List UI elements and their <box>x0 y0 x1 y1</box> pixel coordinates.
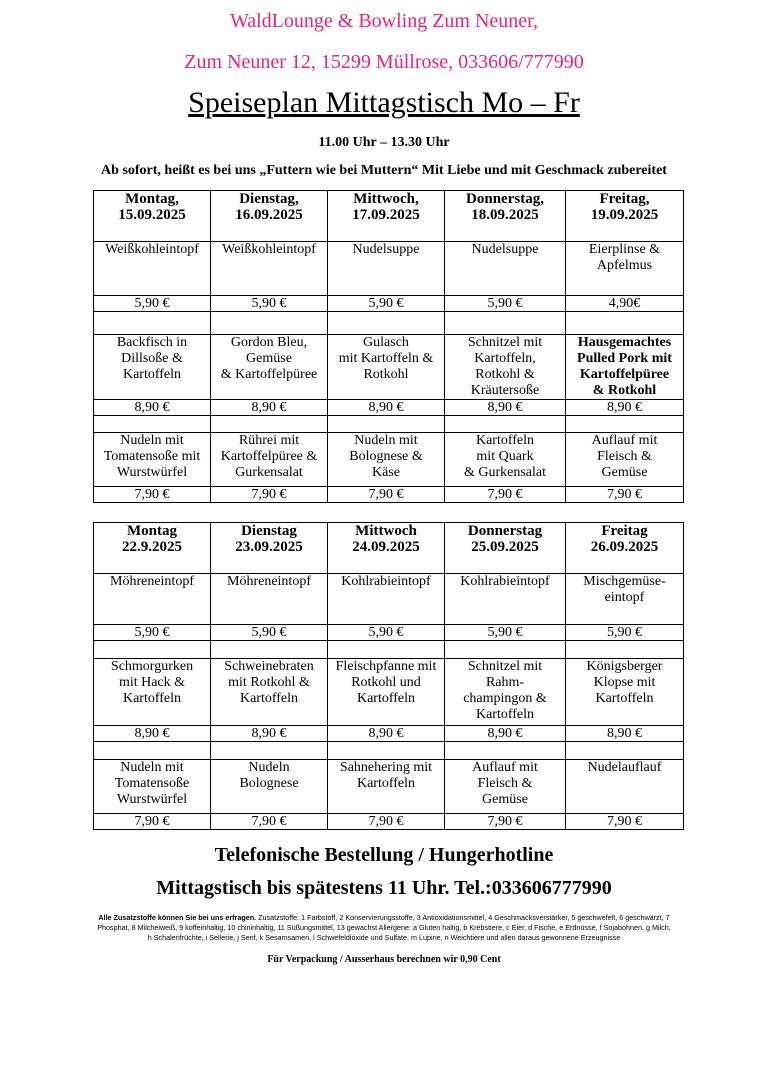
main-dish-cell <box>566 659 684 726</box>
table-row <box>94 487 684 503</box>
weekday: Donnerstag <box>467 523 543 539</box>
page-title: Speiseplan Mittagstisch Mo – Fr <box>188 86 580 119</box>
third-price: 7,90 € <box>328 814 445 830</box>
soup-cell <box>211 574 328 625</box>
soup-price: 5,90 € <box>328 296 445 312</box>
main-dish-line: Rotkohl und <box>351 675 421 690</box>
main-dish-cell <box>211 335 328 400</box>
tagline: Ab sofort, heißt es bei uns „Futtern wie bei Muttern“ Mit Liebe und mit Geschmack zubereitet <box>101 163 667 178</box>
day-header-cell <box>328 191 445 242</box>
main-dish-cell <box>94 659 211 726</box>
spacer-cell <box>328 641 445 659</box>
third-dish-cell <box>445 760 566 814</box>
soup-line: Weißkohleintopf <box>105 242 199 257</box>
third-dish-line: Nudeln mit <box>354 433 418 448</box>
main-dish-line: Dillsoße & <box>121 351 183 366</box>
main-dish-line: Kartoffeln <box>356 691 416 706</box>
spacer-cell <box>94 416 211 433</box>
spacer-cell <box>445 641 566 659</box>
table-row <box>94 416 684 433</box>
soup-price: 5,90 € <box>211 625 328 641</box>
spacer-cell <box>566 641 684 659</box>
third-dish-cell <box>445 433 566 487</box>
spacer-cell <box>566 742 684 760</box>
third-dish-line: Nudelauflauf <box>587 760 662 775</box>
day-header-cell <box>211 191 328 242</box>
third-dish-cell <box>94 433 211 487</box>
date: 24.09.2025 <box>352 539 420 555</box>
third-dish-cell <box>328 433 445 487</box>
main-dish-line: mit Kartoffeln & <box>338 351 434 366</box>
weekday: Montag, <box>125 191 179 207</box>
allergen-note <box>95 913 673 943</box>
table-row <box>94 242 684 296</box>
weekday: Mittwoch <box>355 523 417 539</box>
soup-price: 5,90 € <box>211 296 328 312</box>
soup-price: 5,90 € <box>445 296 566 312</box>
spacer-cell <box>566 312 684 335</box>
soup-cell <box>328 242 445 296</box>
weekday: Mittwoch, <box>353 191 419 207</box>
soup-price: 4,90€ <box>566 296 684 312</box>
spacer-cell <box>445 742 566 760</box>
spacer-cell <box>94 312 211 335</box>
soup-line: Möhreneintopf <box>110 574 194 589</box>
soup-line: Apfelmus <box>596 258 653 273</box>
soup-line: Eierplinse & <box>588 242 661 257</box>
day-header-cell <box>94 523 211 574</box>
table-row <box>94 191 684 242</box>
third-dish-cell <box>566 433 684 487</box>
third-dish-line: Wurstwürfel <box>116 465 188 480</box>
third-dish-line: Fleisch & <box>477 776 533 791</box>
spacer-cell <box>328 416 445 433</box>
soup-line: Kohlrabieintopf <box>341 574 431 589</box>
packaging-note: Für Verpackung / Ausserhaus berechnen wir 0,90 Cent <box>267 954 501 965</box>
soup-cell <box>566 574 684 625</box>
table-row <box>94 625 684 641</box>
third-dish-line: Bolognese <box>239 776 299 791</box>
soup-cell <box>445 242 566 296</box>
third-dish-line: Nudeln mit <box>120 433 184 448</box>
main-dish-line: Rahm- <box>485 675 525 690</box>
spacer-cell <box>445 312 566 335</box>
third-price: 7,90 € <box>211 487 328 503</box>
soup-line: eintopf <box>604 590 645 605</box>
main-dish-line: Backfisch in <box>116 335 188 350</box>
main-price: 8,90 € <box>445 400 566 416</box>
main-dish-line: mit Hack & <box>118 675 186 690</box>
weekday: Freitag, <box>599 191 650 207</box>
date: 19.09.2025 <box>590 207 659 223</box>
soup-line: Kohlrabieintopf <box>460 574 550 589</box>
main-dish-line: Gordon Bleu, <box>230 335 308 350</box>
main-dish-line: Rotkohl & <box>475 367 535 382</box>
third-dish-line: Sahnehering mit <box>339 760 433 775</box>
main-dish-line: Pulled Pork mit <box>577 351 672 366</box>
third-dish-line: Auflauf mit <box>591 433 658 448</box>
third-dish-cell <box>211 433 328 487</box>
third-dish-line: Kartoffeln <box>356 776 416 791</box>
day-header-cell <box>328 523 445 574</box>
restaurant-name: WaldLounge & Bowling Zum Neuner, <box>229 10 539 32</box>
main-dish-cell <box>445 659 566 726</box>
date: 25.09.2025 <box>471 539 539 555</box>
main-dish-line: Hausgemachtes <box>577 335 672 350</box>
soup-price: 5,90 € <box>328 625 445 641</box>
third-dish-line: & Gurkensalat <box>463 465 547 480</box>
day-header-cell <box>445 191 566 242</box>
soup-price: 5,90 € <box>445 625 566 641</box>
day-header-cell <box>566 523 684 574</box>
spacer-cell <box>211 416 328 433</box>
table-row <box>94 574 684 625</box>
main-dish-line: Rotkohl <box>363 367 409 382</box>
third-dish-line: Bolognese & <box>349 449 423 464</box>
soup-cell <box>566 242 684 296</box>
main-dish-cell <box>328 335 445 400</box>
main-dish-cell <box>445 335 566 400</box>
restaurant-address: Zum Neuner 12, 15299 Müllrose, 033606/777990 <box>184 51 584 73</box>
third-price: 7,90 € <box>94 487 211 503</box>
third-dish-line: Käse <box>372 465 400 480</box>
third-dish-line: Gemüse <box>482 792 528 807</box>
main-price: 8,90 € <box>211 400 328 416</box>
main-dish-line: Kartoffelpüree <box>579 367 670 382</box>
main-dish-cell <box>328 659 445 726</box>
table-row <box>94 726 684 742</box>
table-row <box>94 760 684 814</box>
main-price: 8,90 € <box>94 400 211 416</box>
third-dish-line: mit Quark <box>476 449 534 464</box>
date: 26.09.2025 <box>590 539 659 555</box>
third-price: 7,90 € <box>566 487 684 503</box>
spacer-cell <box>94 742 211 760</box>
spacer-cell <box>211 312 328 335</box>
soup-line: Möhreneintopf <box>227 574 311 589</box>
main-dish-line: Kartoffeln <box>122 367 182 382</box>
week1-menu-table <box>93 190 684 503</box>
opening-hours: 11.00 Uhr – 13.30 Uhr <box>318 135 450 150</box>
main-price: 8,90 € <box>211 726 328 742</box>
main-price: 8,90 € <box>566 726 684 742</box>
day-header-cell <box>445 523 566 574</box>
main-dish-line: Gemüse <box>246 351 292 366</box>
day-header-cell <box>94 191 211 242</box>
weekday: Montag <box>127 523 177 539</box>
third-dish-line: Kartoffeln <box>475 433 535 448</box>
main-dish-line: Schnitzel mit <box>467 659 543 674</box>
date: 22.9.2025 <box>122 539 182 555</box>
main-dish-line: Schnitzel mit <box>467 335 543 350</box>
main-dish-line: Gulasch <box>363 335 409 350</box>
table-row <box>94 400 684 416</box>
soup-cell <box>211 242 328 296</box>
main-price: 8,90 € <box>445 726 566 742</box>
main-dish-cell <box>211 659 328 726</box>
main-price: 8,90 € <box>328 400 445 416</box>
soup-cell <box>445 574 566 625</box>
table-row <box>94 641 684 659</box>
allergen-lead: Alle Zusatzstoffe können Sie bei uns erfragen. <box>98 913 257 922</box>
spacer-cell <box>566 416 684 433</box>
main-dish-line: Fleischpfanne mit <box>335 659 437 674</box>
date: 23.09.2025 <box>235 539 303 555</box>
order-subtitle: Mittagstisch bis spätestens 11 Uhr. Tel.:033606777990 <box>156 877 612 899</box>
third-dish-line: Gurkensalat <box>235 465 303 480</box>
order-title: Telefonische Bestellung / Hungerhotline <box>214 844 554 866</box>
spacer-cell <box>445 416 566 433</box>
third-dish-cell <box>94 760 211 814</box>
main-dish-line: Kartoffeln <box>122 691 182 706</box>
main-dish-line: Schweinebraten <box>224 659 314 674</box>
third-dish-line: Rührei mit <box>238 433 300 448</box>
date: 18.09.2025 <box>471 207 539 223</box>
soup-line: Mischgemüse- <box>583 574 666 589</box>
table-row <box>94 296 684 312</box>
main-dish-line: Schmorgurken <box>110 659 194 674</box>
soup-price: 5,90 € <box>94 625 211 641</box>
weekday: Freitag <box>601 523 648 539</box>
third-dish-line: Gemüse <box>601 465 648 480</box>
table-row <box>94 814 684 830</box>
weekday: Dienstag, <box>239 191 299 207</box>
main-dish-line: Kartoffeln <box>475 707 535 722</box>
main-price: 8,90 € <box>566 400 684 416</box>
main-dish-line: mit Rotkohl & <box>228 675 310 690</box>
spacer-cell <box>94 641 211 659</box>
soup-line: Nudelsuppe <box>352 242 420 257</box>
third-dish-line: Tomatensoße <box>114 776 190 791</box>
allergen-list: Zusatzstoffe: 1 Farbstoff, 2 Konservierungsstoffe, 3 Antioxidationsmittel, 4 Geschmacksverstärker, 5 geschwefelt, 6 geschwärzt, 7 Phosphat, 8 Milcheiweiß, 9 koffeinhaltig, 10 chininhaltig, 11 Süßungsmittel, 13 gewachst Allergene: a Gluten haltig, b Krebstiere, c Eier, d Fische, e Erdnüsse, f Sojabohnen, g Milch, h Schalenfrüchte, i Sellerie, j Senf, k Sesamsamen, l Schwefeldioxide und Sulfate, m Lupine, n Weichtiere und allen daraus gewonnene Erzeugnisse <box>97 913 671 942</box>
table-row <box>94 335 684 400</box>
main-dish-cell <box>566 335 684 400</box>
third-dish-cell <box>328 760 445 814</box>
third-dish-line: Wurstwürfel <box>116 792 188 807</box>
third-dish-cell <box>566 760 684 814</box>
main-price: 8,90 € <box>94 726 211 742</box>
table-row <box>94 523 684 574</box>
soup-cell <box>94 574 211 625</box>
main-dish-cell <box>94 335 211 400</box>
soup-price: 5,90 € <box>94 296 211 312</box>
third-price: 7,90 € <box>211 814 328 830</box>
soup-price: 5,90 € <box>566 625 684 641</box>
third-price: 7,90 € <box>445 814 566 830</box>
spacer-cell <box>328 742 445 760</box>
day-header-cell <box>566 191 684 242</box>
third-dish-line: Fleisch & <box>597 449 652 464</box>
spacer-cell <box>328 312 445 335</box>
main-dish-line: Kartoffeln, <box>474 351 536 366</box>
main-dish-line: & Rotkohl <box>592 383 657 398</box>
main-dish-line: Königsberger <box>586 659 663 674</box>
week2-menu-table <box>93 522 684 830</box>
third-dish-cell <box>211 760 328 814</box>
soup-line: Nudelsuppe <box>471 242 539 257</box>
date: 15.09.2025 <box>118 207 186 223</box>
third-price: 7,90 € <box>566 814 684 830</box>
soup-cell <box>328 574 445 625</box>
third-dish-line: Kartoffelpüree & <box>220 449 318 464</box>
main-dish-line: Kartoffeln <box>239 691 299 706</box>
table-row <box>94 659 684 726</box>
table-row <box>94 312 684 335</box>
third-price: 7,90 € <box>445 487 566 503</box>
main-dish-line: & Kartoffelpüree <box>220 367 318 382</box>
main-dish-line: Klopse mit <box>593 675 656 690</box>
soup-line: Weißkohleintopf <box>222 242 316 257</box>
date: 17.09.2025 <box>352 207 420 223</box>
soup-cell <box>94 242 211 296</box>
day-header-cell <box>211 523 328 574</box>
main-dish-line: Kartoffeln <box>595 691 654 706</box>
third-dish-line: Auflauf mit <box>472 760 538 775</box>
main-dish-line: champingon & <box>463 691 547 706</box>
third-dish-line: Nudeln mit <box>120 760 184 775</box>
weekday: Donnerstag, <box>466 191 544 207</box>
third-price: 7,90 € <box>328 487 445 503</box>
spacer-cell <box>211 742 328 760</box>
third-dish-line: Nudeln <box>248 760 290 775</box>
table-row <box>94 433 684 487</box>
third-price: 7,90 € <box>94 814 211 830</box>
third-dish-line: Tomatensoße mit <box>103 449 201 464</box>
main-price: 8,90 € <box>328 726 445 742</box>
weekday: Dienstag <box>241 523 297 539</box>
spacer-cell <box>211 641 328 659</box>
table-row <box>94 742 684 760</box>
main-dish-line: Kräutersoße <box>470 383 540 398</box>
date: 16.09.2025 <box>235 207 303 223</box>
